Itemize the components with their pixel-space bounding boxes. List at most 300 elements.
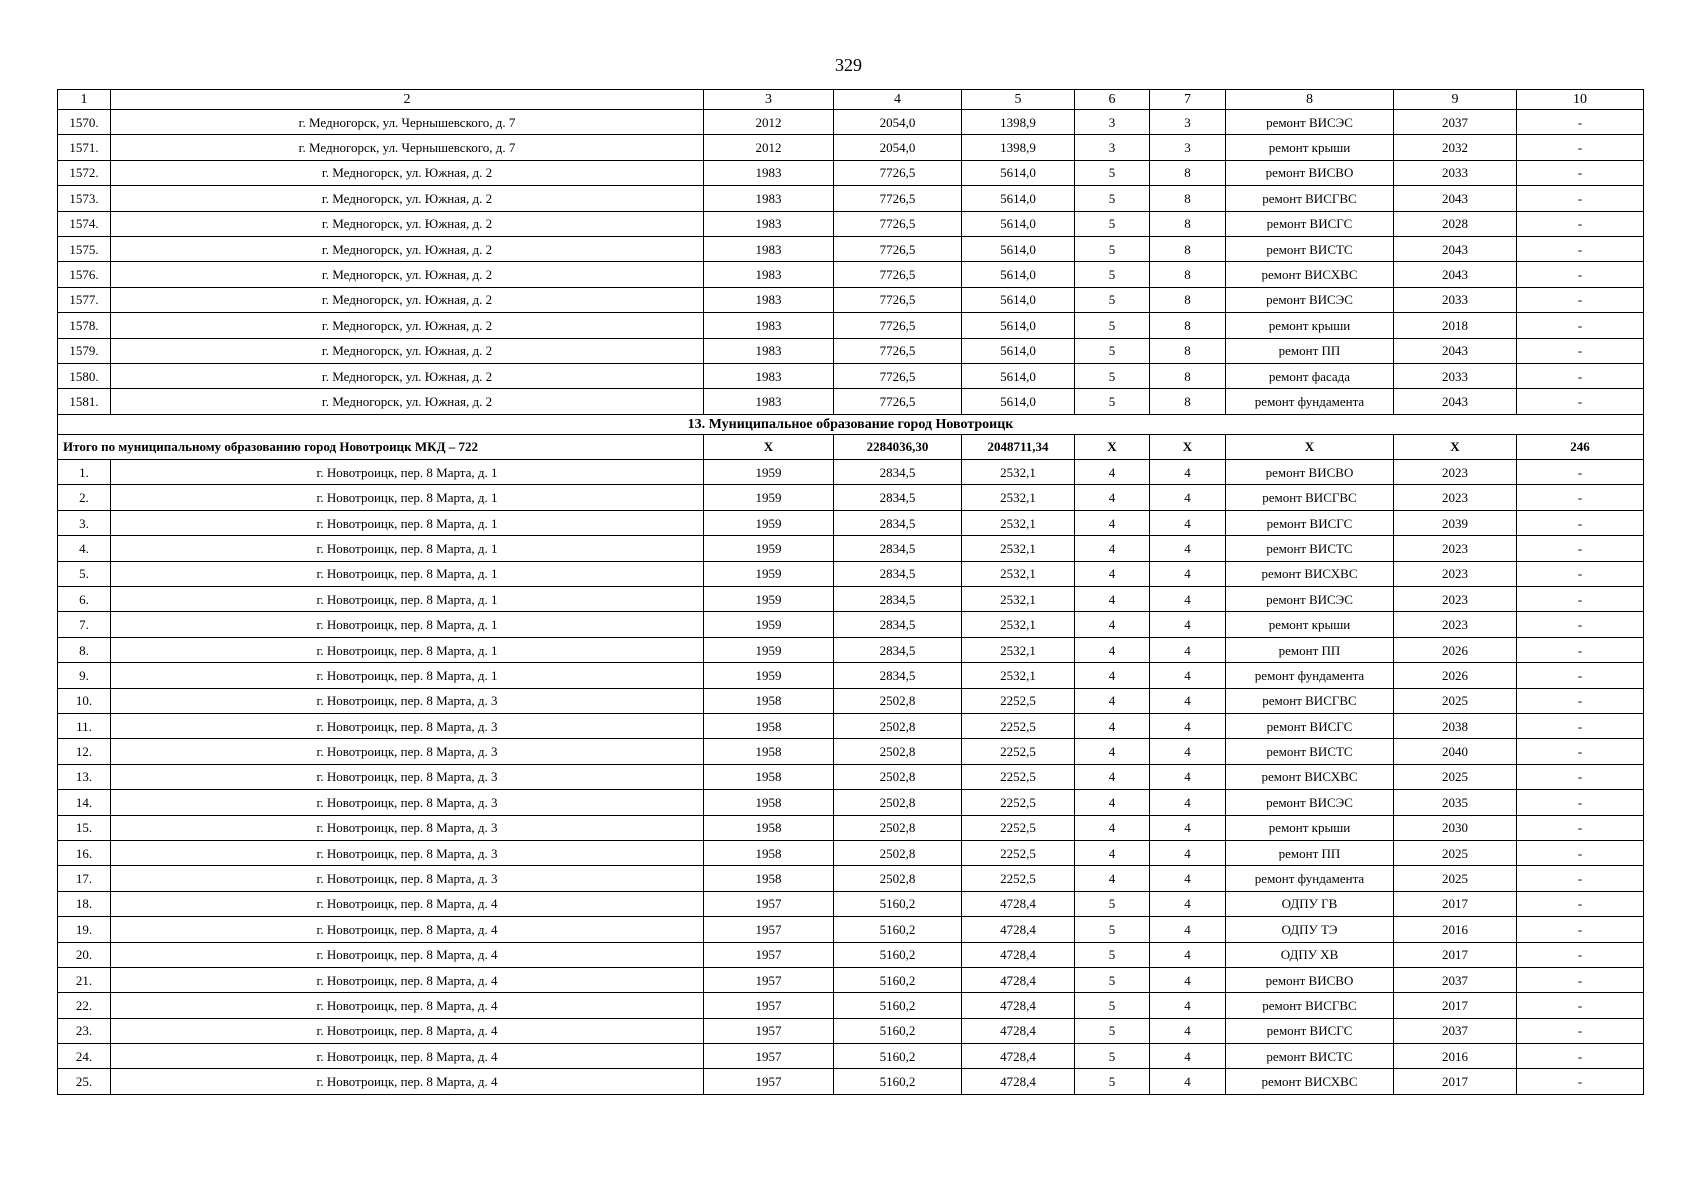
- cell-address: г. Новотроицк, пер. 8 Марта, д. 1: [111, 612, 704, 637]
- cell-address: г. Медногорск, ул. Южная, д. 2: [111, 338, 704, 363]
- cell-work-type: ремонт ПП: [1226, 840, 1394, 865]
- cell-year-built: 1957: [704, 1069, 834, 1094]
- cell-row-number: 6.: [58, 587, 111, 612]
- cell-completed: -: [1517, 637, 1644, 662]
- total-row: [58, 434, 1644, 459]
- table-row: [58, 536, 1644, 561]
- cell-planned-year: 2018: [1394, 313, 1517, 338]
- cell-row-number: 5.: [58, 561, 111, 586]
- cell-address: г. Медногорск, ул. Южная, д. 2: [111, 186, 704, 211]
- cell-total-area: 7726,5: [834, 363, 962, 388]
- cell-total-area: 7726,5: [834, 287, 962, 312]
- cell-completed: -: [1517, 1018, 1644, 1043]
- column-number-row: [58, 90, 1644, 110]
- cell-floors: 4: [1075, 790, 1150, 815]
- cell-work-type: ремонт ВИСГС: [1226, 211, 1394, 236]
- cell-address: г. Новотроицк, пер. 8 Марта, д. 4: [111, 891, 704, 916]
- cell-address: г. Новотроицк, пер. 8 Марта, д. 4: [111, 917, 704, 942]
- table-row: [58, 840, 1644, 865]
- cell-year-built: 1957: [704, 1018, 834, 1043]
- column-header: 9: [1394, 90, 1517, 110]
- cell-living-area: 4728,4: [962, 1069, 1075, 1094]
- cell-entrances: 4: [1150, 967, 1226, 992]
- cell-work-type: ремонт ВИСХВС: [1226, 764, 1394, 789]
- total-cell-floors: X: [1075, 434, 1150, 459]
- cell-total-area: 2834,5: [834, 637, 962, 662]
- cell-entrances: 8: [1150, 236, 1226, 261]
- cell-address: г. Новотроицк, пер. 8 Марта, д. 1: [111, 510, 704, 535]
- cell-row-number: 8.: [58, 637, 111, 662]
- cell-living-area: 2532,1: [962, 612, 1075, 637]
- cell-floors: 5: [1075, 1018, 1150, 1043]
- cell-year-built: 1983: [704, 363, 834, 388]
- cell-completed: -: [1517, 262, 1644, 287]
- cell-living-area: 5614,0: [962, 186, 1075, 211]
- cell-total-area: 2502,8: [834, 688, 962, 713]
- cell-work-type: ремонт ВИСТС: [1226, 236, 1394, 261]
- cell-living-area: 1398,9: [962, 110, 1075, 135]
- table-row: [58, 211, 1644, 236]
- cell-floors: 4: [1075, 739, 1150, 764]
- cell-planned-year: 2037: [1394, 967, 1517, 992]
- cell-entrances: 4: [1150, 485, 1226, 510]
- cell-planned-year: 2017: [1394, 942, 1517, 967]
- cell-work-type: ремонт ВИСВО: [1226, 160, 1394, 185]
- cell-year-built: 1958: [704, 764, 834, 789]
- table-body: [58, 110, 1644, 1095]
- column-header: 1: [58, 90, 111, 110]
- table-row: [58, 485, 1644, 510]
- cell-address: г. Новотроицк, пер. 8 Марта, д. 3: [111, 739, 704, 764]
- table-row: [58, 688, 1644, 713]
- cell-total-area: 5160,2: [834, 993, 962, 1018]
- cell-living-area: 2252,5: [962, 866, 1075, 891]
- cell-floors: 5: [1075, 338, 1150, 363]
- cell-entrances: 8: [1150, 389, 1226, 414]
- cell-living-area: 2252,5: [962, 815, 1075, 840]
- cell-living-area: 2532,1: [962, 510, 1075, 535]
- cell-floors: 4: [1075, 587, 1150, 612]
- section-title: 13. Муниципальное образование город Новотроицк: [58, 414, 1644, 434]
- cell-planned-year: 2025: [1394, 688, 1517, 713]
- cell-completed: -: [1517, 160, 1644, 185]
- cell-completed: -: [1517, 110, 1644, 135]
- table-row: [58, 815, 1644, 840]
- table-row: [58, 561, 1644, 586]
- table-row: [58, 110, 1644, 135]
- cell-entrances: 4: [1150, 688, 1226, 713]
- cell-entrances: 8: [1150, 160, 1226, 185]
- cell-row-number: 1576.: [58, 262, 111, 287]
- table-row: [58, 739, 1644, 764]
- cell-work-type: ОДПУ ГВ: [1226, 891, 1394, 916]
- cell-living-area: 4728,4: [962, 993, 1075, 1018]
- cell-row-number: 9.: [58, 663, 111, 688]
- cell-total-area: 7726,5: [834, 211, 962, 236]
- cell-entrances: 4: [1150, 1044, 1226, 1069]
- cell-row-number: 23.: [58, 1018, 111, 1043]
- cell-planned-year: 2032: [1394, 135, 1517, 160]
- cell-address: г. Новотроицк, пер. 8 Марта, д. 3: [111, 688, 704, 713]
- table-row: [58, 993, 1644, 1018]
- cell-address: г. Новотроицк, пер. 8 Марта, д. 4: [111, 967, 704, 992]
- cell-entrances: 4: [1150, 637, 1226, 662]
- total-cell-planned-year: X: [1394, 434, 1517, 459]
- cell-entrances: 4: [1150, 866, 1226, 891]
- cell-row-number: 2.: [58, 485, 111, 510]
- cell-address: г. Медногорск, ул. Чернышевского, д. 7: [111, 110, 704, 135]
- cell-completed: -: [1517, 663, 1644, 688]
- cell-completed: -: [1517, 135, 1644, 160]
- cell-address: г. Новотроицк, пер. 8 Марта, д. 3: [111, 815, 704, 840]
- cell-living-area: 2252,5: [962, 764, 1075, 789]
- cell-completed: -: [1517, 739, 1644, 764]
- cell-year-built: 1957: [704, 942, 834, 967]
- table-row: [58, 637, 1644, 662]
- cell-floors: 4: [1075, 637, 1150, 662]
- cell-work-type: ремонт ВИСВО: [1226, 967, 1394, 992]
- cell-row-number: 4.: [58, 536, 111, 561]
- cell-work-type: ремонт крыши: [1226, 313, 1394, 338]
- cell-year-built: 1983: [704, 389, 834, 414]
- cell-planned-year: 2017: [1394, 993, 1517, 1018]
- cell-planned-year: 2017: [1394, 1069, 1517, 1094]
- cell-completed: -: [1517, 1069, 1644, 1094]
- cell-planned-year: 2043: [1394, 338, 1517, 363]
- cell-row-number: 17.: [58, 866, 111, 891]
- cell-completed: -: [1517, 460, 1644, 485]
- cell-work-type: ремонт ВИСГС: [1226, 1018, 1394, 1043]
- column-header: 8: [1226, 90, 1394, 110]
- total-cell-work-type: X: [1226, 434, 1394, 459]
- cell-living-area: 4728,4: [962, 1018, 1075, 1043]
- cell-entrances: 8: [1150, 211, 1226, 236]
- cell-living-area: 5614,0: [962, 160, 1075, 185]
- cell-address: г. Новотроицк, пер. 8 Марта, д. 1: [111, 536, 704, 561]
- cell-floors: 5: [1075, 1044, 1150, 1069]
- table-row: [58, 510, 1644, 535]
- cell-year-built: 1959: [704, 510, 834, 535]
- cell-completed: -: [1517, 236, 1644, 261]
- table-row: [58, 942, 1644, 967]
- cell-work-type: ремонт ВИСТС: [1226, 739, 1394, 764]
- cell-planned-year: 2023: [1394, 460, 1517, 485]
- cell-entrances: 4: [1150, 561, 1226, 586]
- cell-entrances: 8: [1150, 338, 1226, 363]
- cell-living-area: 2532,1: [962, 460, 1075, 485]
- cell-living-area: 2252,5: [962, 688, 1075, 713]
- column-header: 4: [834, 90, 962, 110]
- cell-entrances: 4: [1150, 815, 1226, 840]
- cell-address: г. Новотроицк, пер. 8 Марта, д. 4: [111, 1044, 704, 1069]
- cell-row-number: 14.: [58, 790, 111, 815]
- cell-row-number: 24.: [58, 1044, 111, 1069]
- cell-row-number: 3.: [58, 510, 111, 535]
- cell-year-built: 1983: [704, 236, 834, 261]
- cell-living-area: 2252,5: [962, 739, 1075, 764]
- cell-year-built: 1958: [704, 713, 834, 738]
- cell-completed: -: [1517, 211, 1644, 236]
- cell-floors: 4: [1075, 612, 1150, 637]
- section-heading-row: [58, 414, 1644, 434]
- cell-entrances: 8: [1150, 186, 1226, 211]
- cell-entrances: 4: [1150, 460, 1226, 485]
- cell-living-area: 5614,0: [962, 313, 1075, 338]
- cell-floors: 3: [1075, 135, 1150, 160]
- cell-planned-year: 2035: [1394, 790, 1517, 815]
- cell-year-built: 1983: [704, 287, 834, 312]
- cell-entrances: 4: [1150, 993, 1226, 1018]
- cell-work-type: ремонт ВИСЭС: [1226, 110, 1394, 135]
- cell-year-built: 1957: [704, 1044, 834, 1069]
- cell-planned-year: 2023: [1394, 485, 1517, 510]
- cell-completed: -: [1517, 866, 1644, 891]
- cell-year-built: 1959: [704, 561, 834, 586]
- cell-living-area: 5614,0: [962, 363, 1075, 388]
- cell-work-type: ремонт ВИСЭС: [1226, 287, 1394, 312]
- cell-planned-year: 2016: [1394, 1044, 1517, 1069]
- cell-floors: 4: [1075, 688, 1150, 713]
- cell-planned-year: 2043: [1394, 389, 1517, 414]
- table-row: [58, 313, 1644, 338]
- table-row: [58, 790, 1644, 815]
- cell-row-number: 7.: [58, 612, 111, 637]
- cell-living-area: 5614,0: [962, 338, 1075, 363]
- cell-planned-year: 2023: [1394, 587, 1517, 612]
- cell-floors: 5: [1075, 942, 1150, 967]
- cell-row-number: 1572.: [58, 160, 111, 185]
- cell-row-number: 1581.: [58, 389, 111, 414]
- cell-total-area: 2834,5: [834, 663, 962, 688]
- cell-work-type: ремонт ВИСГВС: [1226, 993, 1394, 1018]
- cell-work-type: ремонт ВИСХВС: [1226, 262, 1394, 287]
- cell-year-built: 1958: [704, 840, 834, 865]
- cell-year-built: 2012: [704, 135, 834, 160]
- table-row: [58, 713, 1644, 738]
- cell-total-area: 5160,2: [834, 1069, 962, 1094]
- cell-floors: 4: [1075, 485, 1150, 510]
- cell-total-area: 2502,8: [834, 764, 962, 789]
- table-row: [58, 186, 1644, 211]
- cell-entrances: 4: [1150, 764, 1226, 789]
- cell-entrances: 4: [1150, 663, 1226, 688]
- cell-floors: 4: [1075, 840, 1150, 865]
- cell-total-area: 7726,5: [834, 160, 962, 185]
- column-header: 10: [1517, 90, 1644, 110]
- cell-row-number: 1570.: [58, 110, 111, 135]
- cell-floors: 5: [1075, 891, 1150, 916]
- cell-year-built: 1958: [704, 739, 834, 764]
- cell-row-number: 1580.: [58, 363, 111, 388]
- cell-entrances: 4: [1150, 840, 1226, 865]
- cell-completed: -: [1517, 313, 1644, 338]
- cell-planned-year: 2033: [1394, 160, 1517, 185]
- cell-total-area: 5160,2: [834, 1044, 962, 1069]
- cell-total-area: 2834,5: [834, 510, 962, 535]
- table-row: [58, 338, 1644, 363]
- cell-entrances: 4: [1150, 739, 1226, 764]
- cell-total-area: 2834,5: [834, 485, 962, 510]
- cell-floors: 5: [1075, 160, 1150, 185]
- cell-work-type: ОДПУ ХВ: [1226, 942, 1394, 967]
- cell-address: г. Медногорск, ул. Южная, д. 2: [111, 389, 704, 414]
- cell-work-type: ремонт фундамента: [1226, 389, 1394, 414]
- cell-total-area: 5160,2: [834, 917, 962, 942]
- cell-work-type: ремонт ВИСЭС: [1226, 587, 1394, 612]
- cell-floors: 5: [1075, 236, 1150, 261]
- cell-entrances: 4: [1150, 917, 1226, 942]
- total-cell-year-built: X: [704, 434, 834, 459]
- cell-planned-year: 2043: [1394, 262, 1517, 287]
- cell-address: г. Новотроицк, пер. 8 Марта, д. 1: [111, 587, 704, 612]
- cell-living-area: 2252,5: [962, 713, 1075, 738]
- cell-row-number: 16.: [58, 840, 111, 865]
- cell-floors: 4: [1075, 561, 1150, 586]
- cell-address: г. Медногорск, ул. Южная, д. 2: [111, 287, 704, 312]
- cell-floors: 4: [1075, 536, 1150, 561]
- cell-work-type: ремонт ПП: [1226, 637, 1394, 662]
- cell-planned-year: 2040: [1394, 739, 1517, 764]
- table-row: [58, 1044, 1644, 1069]
- total-cell-living-area: 2048711,34: [962, 434, 1075, 459]
- cell-completed: -: [1517, 363, 1644, 388]
- cell-entrances: 4: [1150, 942, 1226, 967]
- cell-year-built: 1983: [704, 160, 834, 185]
- cell-planned-year: 2037: [1394, 110, 1517, 135]
- table-row: [58, 917, 1644, 942]
- table-row: [58, 1069, 1644, 1094]
- column-header: 6: [1075, 90, 1150, 110]
- cell-floors: 4: [1075, 866, 1150, 891]
- cell-row-number: 18.: [58, 891, 111, 916]
- cell-row-number: 21.: [58, 967, 111, 992]
- cell-floors: 5: [1075, 211, 1150, 236]
- cell-living-area: 2532,1: [962, 485, 1075, 510]
- cell-address: г. Новотроицк, пер. 8 Марта, д. 4: [111, 993, 704, 1018]
- cell-living-area: 2532,1: [962, 561, 1075, 586]
- table-row: [58, 587, 1644, 612]
- cell-total-area: 7726,5: [834, 338, 962, 363]
- cell-completed: -: [1517, 815, 1644, 840]
- cell-year-built: 1983: [704, 211, 834, 236]
- cell-living-area: 2532,1: [962, 663, 1075, 688]
- cell-row-number: 1575.: [58, 236, 111, 261]
- cell-year-built: 1959: [704, 612, 834, 637]
- cell-floors: 5: [1075, 186, 1150, 211]
- cell-floors: 3: [1075, 110, 1150, 135]
- cell-total-area: 2502,8: [834, 739, 962, 764]
- cell-row-number: 15.: [58, 815, 111, 840]
- cell-year-built: 1983: [704, 262, 834, 287]
- table-row: [58, 663, 1644, 688]
- cell-entrances: 4: [1150, 713, 1226, 738]
- cell-year-built: 1958: [704, 688, 834, 713]
- cell-completed: -: [1517, 942, 1644, 967]
- cell-row-number: 11.: [58, 713, 111, 738]
- cell-entrances: 4: [1150, 1069, 1226, 1094]
- cell-work-type: ремонт ВИСХВС: [1226, 1069, 1394, 1094]
- cell-entrances: 4: [1150, 891, 1226, 916]
- cell-living-area: 4728,4: [962, 942, 1075, 967]
- cell-row-number: 22.: [58, 993, 111, 1018]
- cell-year-built: 1957: [704, 917, 834, 942]
- cell-total-area: 5160,2: [834, 942, 962, 967]
- cell-floors: 5: [1075, 389, 1150, 414]
- cell-address: г. Новотроицк, пер. 8 Марта, д. 4: [111, 1069, 704, 1094]
- cell-row-number: 1573.: [58, 186, 111, 211]
- cell-year-built: 1983: [704, 338, 834, 363]
- cell-year-built: 1957: [704, 891, 834, 916]
- cell-floors: 4: [1075, 510, 1150, 535]
- cell-row-number: 1577.: [58, 287, 111, 312]
- repair-schedule-table: [57, 89, 1644, 1095]
- cell-living-area: 4728,4: [962, 1044, 1075, 1069]
- cell-total-area: 7726,5: [834, 262, 962, 287]
- cell-work-type: ремонт ВИСГВС: [1226, 688, 1394, 713]
- cell-completed: -: [1517, 764, 1644, 789]
- cell-floors: 4: [1075, 663, 1150, 688]
- cell-living-area: 1398,9: [962, 135, 1075, 160]
- cell-completed: -: [1517, 891, 1644, 916]
- cell-work-type: ремонт ВИСЭС: [1226, 790, 1394, 815]
- cell-address: г. Новотроицк, пер. 8 Марта, д. 3: [111, 866, 704, 891]
- cell-work-type: ремонт крыши: [1226, 612, 1394, 637]
- cell-completed: -: [1517, 389, 1644, 414]
- cell-floors: 4: [1075, 713, 1150, 738]
- cell-total-area: 7726,5: [834, 389, 962, 414]
- cell-row-number: 1.: [58, 460, 111, 485]
- cell-completed: -: [1517, 612, 1644, 637]
- cell-living-area: 2252,5: [962, 840, 1075, 865]
- cell-row-number: 12.: [58, 739, 111, 764]
- cell-year-built: 1959: [704, 460, 834, 485]
- cell-completed: -: [1517, 917, 1644, 942]
- cell-planned-year: 2025: [1394, 866, 1517, 891]
- cell-address: г. Новотроицк, пер. 8 Марта, д. 1: [111, 663, 704, 688]
- cell-completed: -: [1517, 485, 1644, 510]
- cell-entrances: 4: [1150, 790, 1226, 815]
- cell-floors: 5: [1075, 967, 1150, 992]
- cell-living-area: 2532,1: [962, 637, 1075, 662]
- cell-entrances: 4: [1150, 612, 1226, 637]
- cell-total-area: 7726,5: [834, 186, 962, 211]
- cell-address: г. Медногорск, ул. Южная, д. 2: [111, 262, 704, 287]
- table-row: [58, 764, 1644, 789]
- cell-completed: -: [1517, 840, 1644, 865]
- cell-work-type: ремонт ВИСВО: [1226, 460, 1394, 485]
- cell-floors: 5: [1075, 363, 1150, 388]
- cell-completed: -: [1517, 688, 1644, 713]
- cell-planned-year: 2043: [1394, 236, 1517, 261]
- cell-year-built: 1959: [704, 485, 834, 510]
- cell-total-area: 7726,5: [834, 313, 962, 338]
- cell-entrances: 4: [1150, 510, 1226, 535]
- cell-living-area: 2532,1: [962, 536, 1075, 561]
- cell-row-number: 1578.: [58, 313, 111, 338]
- cell-address: г. Медногорск, ул. Южная, д. 2: [111, 160, 704, 185]
- cell-planned-year: 2033: [1394, 363, 1517, 388]
- cell-total-area: 2502,8: [834, 840, 962, 865]
- cell-living-area: 5614,0: [962, 211, 1075, 236]
- cell-address: г. Медногорск, ул. Южная, д. 2: [111, 236, 704, 261]
- cell-completed: -: [1517, 587, 1644, 612]
- cell-work-type: ремонт ВИСГВС: [1226, 186, 1394, 211]
- cell-work-type: ремонт фундамента: [1226, 663, 1394, 688]
- cell-work-type: ремонт крыши: [1226, 815, 1394, 840]
- cell-year-built: 1958: [704, 790, 834, 815]
- cell-entrances: 8: [1150, 313, 1226, 338]
- cell-completed: -: [1517, 287, 1644, 312]
